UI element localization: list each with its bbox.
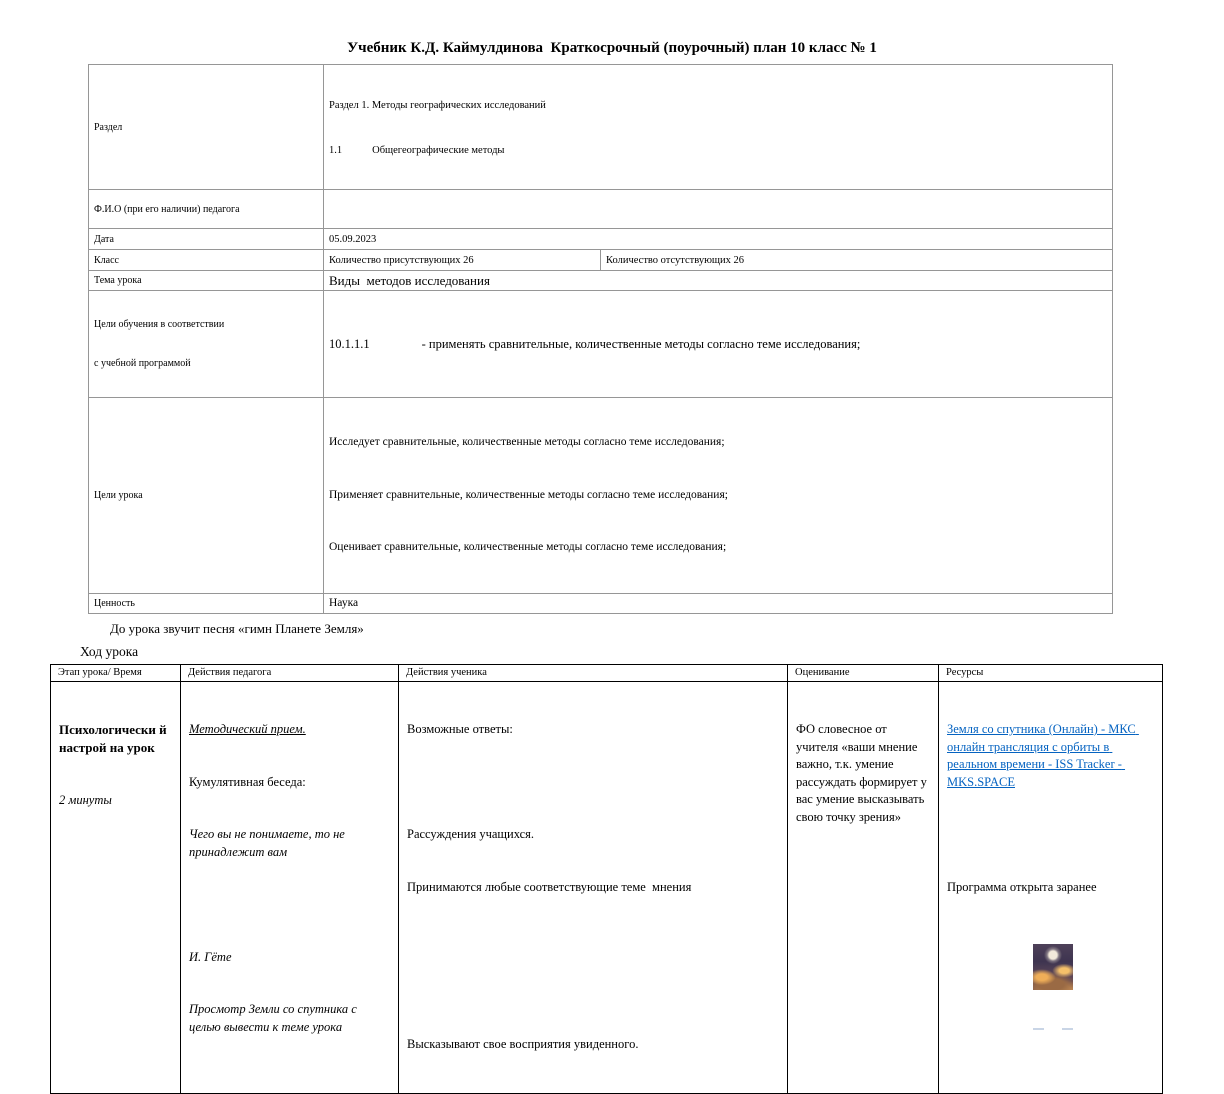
header-teacher-actions: Действия педагога xyxy=(181,665,399,682)
method-title: Методический прием. xyxy=(189,722,306,736)
date-value: 05.09.2023 xyxy=(324,229,1113,250)
section-row xyxy=(89,65,1113,190)
objective-text: - применять сравнительные, количественные методы согласно теме исследования; xyxy=(421,336,861,351)
goal-line: Применяет сравнительные, количественные методы согласно теме исследования; xyxy=(329,488,728,501)
resource-note: Программа открыта заранее xyxy=(947,879,1097,894)
document-title: Учебник К.Д. Каймулдинова Краткосрочный (поурочный) план 10 класс № 1 xyxy=(347,40,877,56)
lesson-plan-document xyxy=(0,40,1224,1094)
header-assessment: Оценивание xyxy=(788,665,939,682)
teacher-action-text: Просмотр Земли со спутника с целью вывести к теме урока xyxy=(189,1002,360,1034)
blank-line xyxy=(407,984,779,1002)
blank-line xyxy=(407,931,779,949)
lesson-goals-label: Цели урока xyxy=(89,398,324,594)
curriculum-objectives-label xyxy=(89,291,324,398)
lesson-goals-row xyxy=(89,398,1113,594)
header-resources: Ресурсы xyxy=(939,665,1163,682)
topic-value: Виды методов исследования xyxy=(324,271,1113,291)
value-row xyxy=(89,593,1113,614)
date-label: Дата xyxy=(89,229,324,250)
student-line: Возможные ответы: xyxy=(407,722,513,736)
curriculum-objectives-value xyxy=(324,291,1113,398)
lesson-goals-value xyxy=(324,398,1113,594)
objective-code: 10.1.1.1 xyxy=(329,336,370,351)
section-subtopic: Общегеографические методы xyxy=(372,145,505,156)
quote-text: Чего вы не понимаете, то не принадлежит вам xyxy=(189,827,348,859)
teacher-actions-cell xyxy=(181,682,399,1094)
header-student-actions: Действия ученика xyxy=(399,665,788,682)
stage-title: Психологически й настрой на урок xyxy=(59,722,170,755)
lesson-table-header-row xyxy=(51,665,1163,682)
student-line: Принимаются любые соответствующие теме мнения xyxy=(407,879,692,894)
value-label: Ценность xyxy=(89,593,324,614)
assessment-cell xyxy=(788,682,939,1094)
topic-label: Тема урока xyxy=(89,271,324,291)
lesson-flow-heading: Ход урока xyxy=(80,644,139,659)
header-stage-time: Этап урока/ Время xyxy=(51,665,181,682)
class-label: Класс xyxy=(89,250,324,271)
section-value-line2 xyxy=(329,143,1107,158)
blank-line xyxy=(407,774,779,792)
blank-line xyxy=(189,896,390,914)
value-value: Наука xyxy=(324,593,1113,614)
caption-mark xyxy=(1062,1028,1073,1030)
teacher-name-value xyxy=(324,190,1113,229)
section-value xyxy=(324,65,1113,190)
section-value-line1: Раздел 1. Методы географических исследований xyxy=(329,100,546,111)
assessment-text: ФО словесное от учителя «ваши мнение важно, т.к. умение рассуждать формирует у вас умение высказывать свою точку зрения» xyxy=(796,722,931,824)
moon-over-clouds-photo xyxy=(1033,944,1073,990)
student-line: Высказывают свое восприятия увиденного. xyxy=(407,1037,639,1051)
lesson-info-table xyxy=(88,64,1113,614)
stage-duration: 2 минуты xyxy=(59,793,112,807)
resource-link[interactable]: Земля со спутника (Онлайн) - МКС онлайн трансляция с орбиты в реальном времени - ISS Tracker - MKS.SPACE xyxy=(947,722,1139,789)
caption-mark xyxy=(1033,1028,1044,1030)
section-label: Раздел xyxy=(89,65,324,190)
student-actions-cell xyxy=(399,682,788,1094)
objectives-label-line1: Цели обучения в соответствии xyxy=(94,319,225,330)
goal-line: Исследует сравнительные, количественные методы согласно теме исследования; xyxy=(329,436,725,448)
stage-cell xyxy=(51,682,181,1094)
quote-author: И. Гёте xyxy=(189,949,232,964)
teacher-name-label: Ф.И.О (при его наличии) педагога xyxy=(89,190,324,229)
pre-lesson-note: До урока звучит песня «гимн Планете Земля» xyxy=(110,621,364,636)
present-count: Количество присутствующих 26 xyxy=(324,250,601,271)
blank-line xyxy=(947,826,1154,844)
resources-cell xyxy=(939,682,1163,1094)
goal-line: Оценивает сравнительные, количественные методы согласно теме исследования; xyxy=(329,541,727,553)
curriculum-objectives-row xyxy=(89,291,1113,398)
talk-type: Кумулятивная беседа: xyxy=(189,774,306,789)
lesson-stage-row xyxy=(51,682,1163,1094)
teacher-name-row xyxy=(89,190,1113,229)
objectives-label-line2: с учебной программой xyxy=(94,358,191,369)
date-row xyxy=(89,229,1113,250)
section-number: 1.1 xyxy=(329,145,343,156)
class-row xyxy=(89,250,1113,271)
absent-count: Количество отсутствующих 26 xyxy=(601,250,1113,271)
student-line: Рассуждения учащихся. xyxy=(407,827,535,841)
topic-row xyxy=(89,271,1113,291)
lesson-flow-table xyxy=(50,664,1163,1094)
photo-caption-marks xyxy=(1033,1028,1073,1030)
